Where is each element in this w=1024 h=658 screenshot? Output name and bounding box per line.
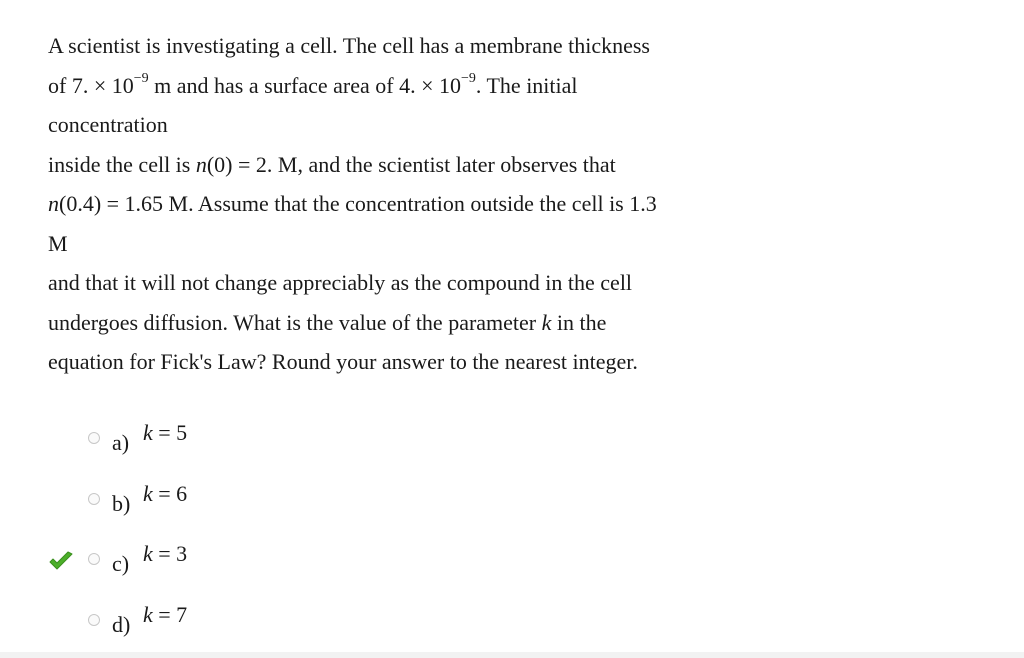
question-line-2: of 7. × $10^{-9}$ m and has a surface area of 4. × $10^{-9}$. The initial (48, 71, 578, 98)
option-c-letter: c) (112, 551, 130, 576)
question-line-8: undergoes diffusion. What is the value of the parameter k in the (48, 309, 607, 335)
question-line-4: inside the cell is n(0) = 2. M, and the scientist later observes that (48, 151, 616, 177)
option-d-radio[interactable] (88, 614, 100, 626)
bottom-divider (0, 652, 1024, 658)
option-d[interactable] (40, 600, 340, 636)
option-a-letter: a) (112, 430, 130, 455)
question-line-1: A scientist is investigating a cell. The cell has a membrane thickness (48, 33, 650, 58)
option-b-letter: b) (112, 491, 131, 516)
option-a-radio[interactable] (88, 432, 100, 444)
question-line-9: equation for Fick's Law? Round your answer to the nearest integer. (48, 349, 638, 374)
option-c[interactable] (40, 539, 340, 575)
option-d-letter: d) (112, 612, 131, 637)
question-line-3: concentration (48, 112, 168, 137)
option-a[interactable] (40, 418, 340, 454)
question-line-5: n(0.4) = 1.65 M. Assume that the concentration outside the cell is 1.3 (48, 191, 657, 216)
question-line-6: M (48, 230, 68, 256)
option-c-radio[interactable] (88, 553, 100, 565)
option-d-expression: k = 7 (143, 602, 188, 627)
option-c-expression: k = 3 (143, 541, 188, 566)
option-b[interactable] (40, 479, 340, 515)
question-line-7: and that it will not change appreciably as the compound in the cell (48, 270, 633, 295)
option-a-expression: k = 5 (143, 420, 188, 445)
option-b-expression: k = 6 (143, 481, 188, 506)
question-text (48, 26, 788, 382)
option-b-radio[interactable] (88, 493, 100, 505)
checkmark-icon (48, 551, 74, 573)
